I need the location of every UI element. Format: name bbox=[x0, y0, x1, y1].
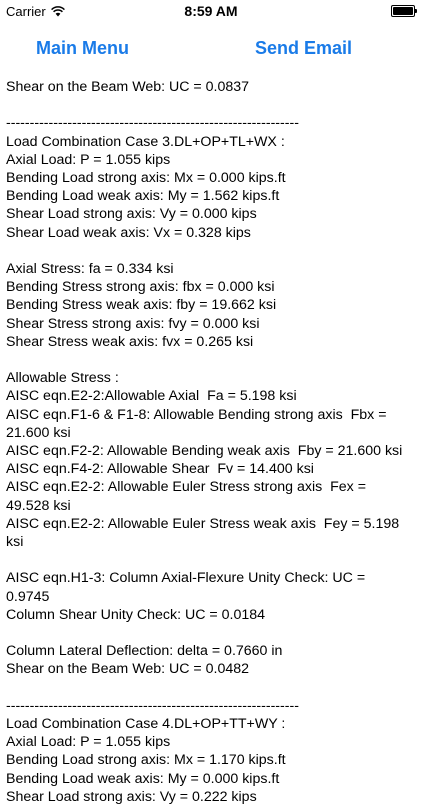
report-line: Load Combination Case 3.DL+OP+TL+WX : bbox=[6, 133, 285, 150]
blank-line bbox=[6, 96, 418, 114]
report-line: Bending Stress strong axis: fbx = 0.000 ksi bbox=[6, 279, 275, 296]
report-line: AISC eqn.F2-2: Allowable Bending weak axis Fby = 21.600 ksi bbox=[6, 443, 403, 460]
report-line: Shear Stress strong axis: fvy = 0.000 ksi bbox=[6, 315, 260, 332]
report-line: AISC eqn.F4-2: Allowable Shear Fv = 14.400 ksi bbox=[6, 461, 314, 478]
report-line: ksi bbox=[6, 534, 24, 551]
report-line: Allowable Stress : bbox=[6, 370, 119, 387]
report-line: Axial Load: P = 1.055 kips bbox=[6, 151, 171, 168]
carrier-label: Carrier bbox=[6, 4, 46, 19]
blank-line bbox=[6, 624, 418, 642]
report-line: Shear Stress weak axis: fvx = 0.265 ksi bbox=[6, 333, 254, 350]
report-line: Load Combination Case 4.DL+OP+TT+WY : bbox=[6, 716, 286, 733]
blank-line bbox=[6, 242, 418, 260]
report-line: Axial Load: P = 1.055 kips bbox=[6, 734, 171, 751]
report-line: AISC eqn.E2-2: Allowable Euler Stress weak axis Fey = 5.198 bbox=[6, 515, 400, 532]
blank-line bbox=[6, 351, 418, 369]
report-line: Bending Load weak axis: My = 0.000 kips.ft bbox=[6, 770, 280, 787]
send-email-button[interactable]: Send Email bbox=[255, 38, 353, 58]
report-line: Column Shear Unity Check: UC = 0.0184 bbox=[6, 606, 266, 623]
report-line: -------------------------------------------------------------- bbox=[6, 115, 299, 132]
report-line: Column Lateral Deflection: delta = 0.7660 in bbox=[6, 643, 283, 660]
report-line: Shear Load strong axis: Vy = 0.000 kips bbox=[6, 206, 257, 223]
report-line: Shear on the Beam Web: UC = 0.0482 bbox=[6, 661, 250, 678]
report-line: Bending Load strong axis: Mx = 0.000 kips.ft bbox=[6, 170, 286, 186]
report-line: Bending Load weak axis: My = 1.562 kips.ft bbox=[6, 188, 280, 205]
report-line: Shear on the Beam Web: UC = 0.0837 bbox=[6, 79, 250, 95]
report-line: Bending Stress weak axis: fby = 19.662 ksi bbox=[6, 297, 277, 314]
blank-line bbox=[6, 679, 418, 697]
blank-line bbox=[6, 551, 418, 569]
report-line: AISC eqn.E2-2: Allowable Euler Stress strong axis Fex = bbox=[6, 479, 366, 496]
report-line: Axial Stress: fa = 0.334 ksi bbox=[6, 261, 174, 277]
nav-bar bbox=[0, 30, 422, 70]
report-line: Shear Load strong axis: Vy = 0.222 kips bbox=[6, 788, 257, 805]
report-line: 49.528 ksi bbox=[6, 497, 71, 514]
report-line: -------------------------------------------------------------- bbox=[6, 697, 299, 714]
report-line: Bending Load strong axis: Mx = 1.170 kips.ft bbox=[6, 752, 286, 769]
main-menu-button[interactable]: Main Menu bbox=[36, 38, 129, 58]
report-text-view[interactable] bbox=[6, 78, 418, 805]
clock: 8:59 AM bbox=[184, 3, 238, 19]
status-bar bbox=[0, 0, 422, 22]
battery-icon bbox=[391, 5, 415, 17]
report-line: Shear Load weak axis: Vx = 0.328 kips bbox=[6, 224, 251, 241]
report-line: AISC eqn.F1-6 & F1-8: Allowable Bending strong axis Fbx = bbox=[6, 406, 387, 423]
report-line: AISC eqn.E2-2:Allowable Axial Fa = 5.198 ksi bbox=[6, 388, 297, 405]
report-line: AISC eqn.H1-3: Column Axial-Flexure Unity Check: UC = bbox=[6, 570, 366, 587]
report-line: 21.600 ksi bbox=[6, 424, 71, 441]
report-line: 0.9745 bbox=[6, 588, 50, 605]
